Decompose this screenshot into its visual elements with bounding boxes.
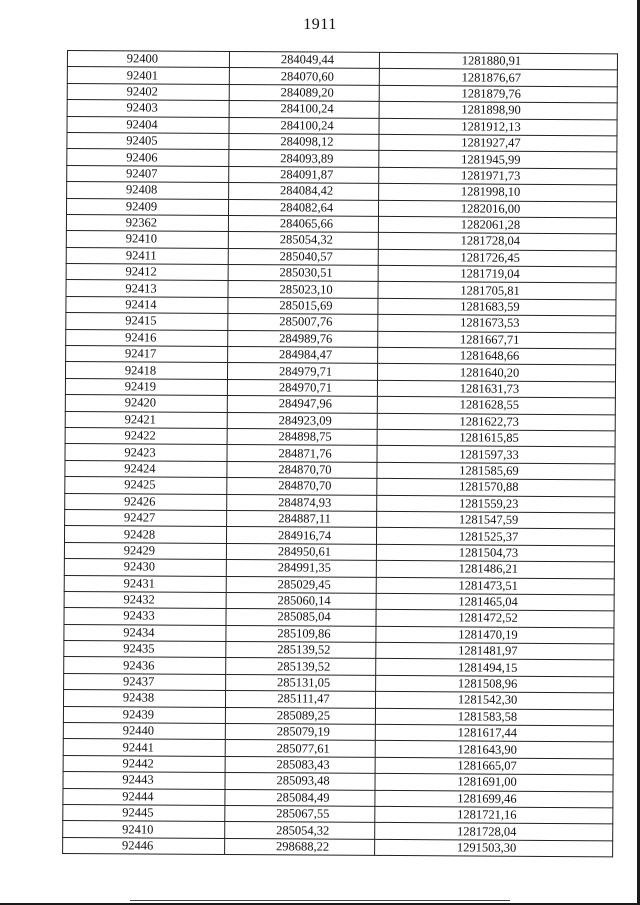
cell-point: 92427 <box>65 509 227 526</box>
cell-x: 284898,75 <box>227 428 377 445</box>
cell-y: 1281945,99 <box>379 151 617 169</box>
cell-x: 284070,60 <box>229 68 379 85</box>
cell-y: 1281912,13 <box>379 118 617 136</box>
cell-y: 1281486,21 <box>376 561 614 579</box>
cell-point: 92439 <box>63 706 225 723</box>
cell-y: 1281691,00 <box>375 774 613 792</box>
cell-y: 1281465,04 <box>376 593 614 611</box>
cell-x: 284947,96 <box>227 396 377 413</box>
cell-y: 1291503,30 <box>375 839 613 857</box>
cell-y: 1281631,73 <box>377 380 615 398</box>
cell-y: 1281597,33 <box>377 446 615 464</box>
cell-point: 92441 <box>63 739 225 756</box>
cell-point: 92421 <box>65 411 227 428</box>
cell-point: 92401 <box>67 67 229 84</box>
cell-x: 284984,47 <box>228 347 378 364</box>
cell-y: 1281585,69 <box>377 462 615 480</box>
cell-y: 1281648,66 <box>378 347 616 365</box>
cell-y: 1281570,88 <box>377 479 615 497</box>
cell-x: 285093,48 <box>225 773 375 790</box>
coordinate-table-body <box>63 51 618 857</box>
cell-x: 284093,89 <box>229 150 379 167</box>
cell-x: 285084,49 <box>225 789 375 806</box>
cell-point: 92362 <box>66 214 228 231</box>
cell-y: 1281879,76 <box>379 85 617 103</box>
cell-x: 285079,19 <box>225 723 375 740</box>
cell-x: 285015,69 <box>228 297 378 314</box>
cell-point: 92445 <box>63 804 225 821</box>
cell-point: 92403 <box>67 100 229 117</box>
cell-y: 1281876,67 <box>379 69 617 87</box>
cell-x: 284870,70 <box>227 461 377 478</box>
cell-point: 92434 <box>64 624 226 641</box>
cell-x: 285111,47 <box>225 691 375 708</box>
cell-y: 1281898,90 <box>379 102 617 120</box>
cell-point: 92422 <box>65 427 227 444</box>
cell-y: 1281726,45 <box>378 249 616 267</box>
cell-y: 1281643,90 <box>375 741 613 759</box>
cell-y: 1281880,91 <box>379 52 617 70</box>
page-number: 1911 <box>303 16 337 33</box>
cell-point: 92437 <box>64 673 226 690</box>
cell-point: 92414 <box>66 296 228 313</box>
cell-y: 1281615,85 <box>377 429 615 447</box>
bottom-rule <box>130 900 510 901</box>
cell-y: 1281971,73 <box>379 167 617 185</box>
cell-x: 284098,12 <box>229 133 379 150</box>
cell-point: 92411 <box>66 247 228 264</box>
cell-x: 285131,05 <box>226 674 376 691</box>
table-row <box>63 837 613 857</box>
cell-y: 1281525,37 <box>376 528 614 546</box>
cell-point: 92406 <box>67 149 229 166</box>
cell-x: 284100,24 <box>229 117 379 134</box>
cell-x: 285083,43 <box>225 756 375 773</box>
cell-point: 92438 <box>63 690 225 707</box>
cell-y: 1282016,00 <box>378 200 616 218</box>
cell-point: 92428 <box>64 526 226 543</box>
cell-x: 284970,71 <box>227 379 377 396</box>
cell-y: 1281728,04 <box>375 823 613 841</box>
cell-point: 92402 <box>67 83 229 100</box>
cell-y: 1281504,73 <box>376 544 614 562</box>
cell-x: 285139,52 <box>226 658 376 675</box>
cell-x: 284082,64 <box>228 199 378 216</box>
cell-y: 1281481,97 <box>376 642 614 660</box>
cell-x: 284100,24 <box>229 101 379 118</box>
cell-x: 284874,93 <box>227 494 377 511</box>
cell-point: 92442 <box>63 755 225 772</box>
cell-y: 1281705,81 <box>378 282 616 300</box>
cell-point: 92423 <box>65 444 227 461</box>
cell-x: 285029,45 <box>226 576 376 593</box>
cell-point: 92432 <box>64 591 226 608</box>
cell-x: 284916,74 <box>226 527 376 544</box>
cell-x: 285089,25 <box>225 707 375 724</box>
cell-x: 285030,51 <box>228 265 378 282</box>
cell-point: 92412 <box>66 264 228 281</box>
cell-x: 285067,55 <box>225 805 375 822</box>
cell-x: 284089,20 <box>229 84 379 101</box>
cell-x: 284989,76 <box>228 330 378 347</box>
cell-point: 92404 <box>67 116 229 133</box>
cell-point: 92444 <box>63 788 225 805</box>
cell-point: 92436 <box>64 657 226 674</box>
cell-x: 284084,42 <box>229 183 379 200</box>
cell-x: 298688,22 <box>225 838 375 855</box>
cell-y: 1281640,20 <box>377 364 615 382</box>
cell-x: 284887,11 <box>227 510 377 527</box>
cell-point: 92418 <box>65 362 227 379</box>
cell-point: 92400 <box>67 51 229 68</box>
cell-y: 1281472,52 <box>376 610 614 628</box>
cell-y: 1281542,30 <box>375 692 613 710</box>
cell-point: 92429 <box>64 542 226 559</box>
cell-y: 1281508,96 <box>376 675 614 693</box>
cell-point: 92410 <box>66 231 228 248</box>
cell-x: 285139,52 <box>226 642 376 659</box>
cell-y: 1281665,07 <box>375 757 613 775</box>
cell-y: 1281628,55 <box>377 397 615 415</box>
cell-y: 1281470,19 <box>376 626 614 644</box>
cell-point: 92431 <box>64 575 226 592</box>
cell-point: 92426 <box>65 493 227 510</box>
cell-y: 1281547,59 <box>377 511 615 529</box>
cell-point: 92405 <box>67 132 229 149</box>
cell-point: 92433 <box>64 608 226 625</box>
cell-y: 1281728,04 <box>378 233 616 251</box>
cell-x: 284950,61 <box>226 543 376 560</box>
cell-point: 92435 <box>64 641 226 658</box>
cell-x: 285054,32 <box>228 232 378 249</box>
cell-point: 92416 <box>66 329 228 346</box>
cell-point: 92446 <box>63 837 225 854</box>
cell-y: 1281667,71 <box>378 331 616 349</box>
cell-y: 1281622,73 <box>377 413 615 431</box>
cell-point: 92425 <box>65 477 227 494</box>
cell-point: 92420 <box>65 395 227 412</box>
cell-y: 1281699,46 <box>375 790 613 808</box>
cell-x: 285109,86 <box>226 625 376 642</box>
cell-point: 92424 <box>65 460 227 477</box>
cell-point: 92415 <box>66 313 228 330</box>
cell-point: 92417 <box>66 346 228 363</box>
cell-x: 285054,32 <box>225 822 375 839</box>
cell-x: 284049,44 <box>229 51 379 68</box>
cell-x: 285077,61 <box>225 740 375 757</box>
cell-y: 1282061,28 <box>378 216 616 234</box>
cell-y: 1281719,04 <box>378 265 616 283</box>
cell-point: 92408 <box>67 182 229 199</box>
cell-point: 92407 <box>67 165 229 182</box>
cell-x: 284091,87 <box>229 166 379 183</box>
cell-x: 285085,04 <box>226 609 376 626</box>
cell-point: 92413 <box>66 280 228 297</box>
cell-x: 285023,10 <box>228 281 378 298</box>
cell-point: 92419 <box>65 378 227 395</box>
cell-x: 284065,66 <box>228 215 378 232</box>
cell-y: 1281998,10 <box>379 184 617 202</box>
cell-y: 1281927,47 <box>379 134 617 152</box>
cell-point: 92410 <box>63 821 225 838</box>
cell-x: 285007,76 <box>228 314 378 331</box>
cell-x: 284979,71 <box>227 363 377 380</box>
cell-y: 1281683,59 <box>378 298 616 316</box>
cell-y: 1281721,16 <box>375 806 613 824</box>
cell-y: 1281583,58 <box>375 708 613 726</box>
cell-x: 285060,14 <box>226 592 376 609</box>
cell-x: 284923,09 <box>227 412 377 429</box>
cell-y: 1281673,53 <box>378 315 616 333</box>
cell-point: 92443 <box>63 772 225 789</box>
cell-x: 284870,70 <box>227 478 377 495</box>
cell-y: 1281559,23 <box>377 495 615 513</box>
cell-y: 1281494,15 <box>376 659 614 677</box>
coordinate-table <box>62 50 618 857</box>
cell-y: 1281617,44 <box>375 724 613 742</box>
cell-point: 92440 <box>63 723 225 740</box>
cell-y: 1281473,51 <box>376 577 614 595</box>
cell-x: 284871,76 <box>227 445 377 462</box>
cell-point: 92409 <box>66 198 228 215</box>
cell-x: 284991,35 <box>226 560 376 577</box>
cell-x: 285040,57 <box>228 248 378 265</box>
cell-point: 92430 <box>64 559 226 576</box>
